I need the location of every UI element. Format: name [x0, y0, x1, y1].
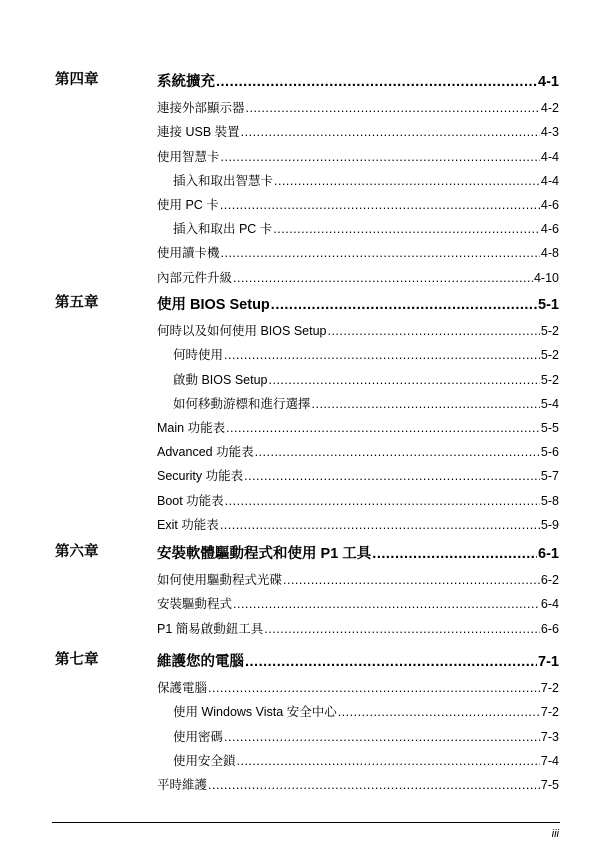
entry-title: 使用 PC 卡	[157, 198, 219, 212]
toc-entry-link[interactable]	[157, 266, 559, 286]
dot-leader	[241, 124, 540, 140]
entry-title: 連接 USB 裝置	[157, 125, 240, 139]
entry-page-number: 6-2	[540, 573, 559, 587]
dot-leader	[225, 493, 540, 509]
toc-entry-link[interactable]	[157, 489, 559, 509]
entry-title: 安裝驅動程式	[157, 597, 233, 611]
dot-leader	[283, 572, 540, 588]
entry-title: 插入和取出智慧卡	[173, 174, 274, 188]
entry-page-number: 7-1	[538, 654, 559, 670]
toc-entry-link[interactable]	[157, 773, 559, 793]
entry-title: 系統擴充	[157, 74, 215, 90]
dot-leader	[245, 654, 537, 670]
dot-leader	[233, 270, 533, 286]
entry-title: 內部元件升級	[157, 271, 233, 285]
dot-leader	[216, 74, 537, 90]
entry-page-number: 4-8	[540, 246, 559, 260]
entry-page-number: 5-8	[540, 494, 559, 508]
entry-title: 安裝軟體驅動程式和使用 P1 工具	[157, 546, 372, 562]
entry-page-number: 4-1	[538, 74, 559, 90]
toc-entry-link[interactable]	[173, 343, 559, 363]
toc-entry-link[interactable]	[173, 169, 559, 189]
dot-leader	[226, 420, 540, 436]
entry-title: 使用讀卡機	[157, 246, 220, 260]
toc-entry-link[interactable]	[157, 676, 559, 696]
toc-entry-link[interactable]	[157, 617, 559, 637]
entry-page-number: 5-4	[540, 397, 559, 411]
entry-title: 使用智慧卡	[157, 150, 220, 164]
toc-entry-link[interactable]	[157, 568, 559, 588]
dot-leader	[224, 347, 540, 363]
entry-page-number: 5-9	[540, 518, 559, 532]
toc-entry-link[interactable]	[173, 217, 559, 237]
entry-page-number: 5-2	[540, 348, 559, 362]
entry-title: 連接外部顯示器	[157, 101, 245, 115]
chapter-label: 第六章	[55, 544, 99, 560]
chapter-title-link[interactable]	[157, 293, 559, 313]
entry-page-number: 4-6	[540, 222, 559, 236]
dot-leader	[274, 173, 540, 189]
entry-page-number: 6-4	[540, 597, 559, 611]
toc-entry-link[interactable]	[157, 416, 559, 436]
entry-page-number: 6-1	[538, 546, 559, 562]
entry-title: 保護電腦	[157, 681, 208, 695]
dot-leader	[244, 468, 540, 484]
entry-page-number: 7-2	[540, 705, 559, 719]
entry-title: P1 簡易啟動鈕工具	[157, 622, 264, 636]
dot-leader	[221, 245, 540, 261]
toc-entry-link[interactable]	[157, 592, 559, 612]
toc-entry-link[interactable]	[173, 700, 559, 720]
entry-title: 使用密碼	[173, 730, 224, 744]
entry-page-number: 5-5	[540, 421, 559, 435]
toc-entry-link[interactable]	[157, 241, 559, 261]
entry-page-number: 6-6	[540, 622, 559, 636]
dot-leader	[224, 729, 540, 745]
toc-entry-link[interactable]	[173, 368, 559, 388]
toc-entry-link[interactable]	[157, 464, 559, 484]
dot-leader	[237, 753, 540, 769]
dot-leader	[268, 372, 539, 388]
entry-page-number: 4-4	[540, 174, 559, 188]
entry-title: 啟動 BIOS Setup	[173, 373, 268, 387]
dot-leader	[327, 323, 539, 339]
entry-title: Main 功能表	[157, 421, 226, 435]
entry-title: 何時使用	[173, 348, 224, 362]
chapter-title-link[interactable]	[157, 542, 559, 562]
toc-entry-link[interactable]	[157, 193, 559, 213]
entry-title: 使用 BIOS Setup	[157, 297, 270, 313]
entry-page-number: 4-10	[533, 271, 559, 285]
entry-title: 使用安全鎖	[173, 754, 236, 768]
entry-page-number: 7-5	[540, 778, 559, 792]
dot-leader	[312, 396, 540, 412]
dot-leader	[273, 221, 540, 237]
entry-page-number: 5-7	[540, 469, 559, 483]
dot-leader	[208, 777, 540, 793]
toc-entry-link[interactable]	[173, 725, 559, 745]
entry-title: 平時維護	[157, 778, 208, 792]
toc-entry-link[interactable]	[157, 513, 559, 533]
entry-page-number: 4-3	[540, 125, 559, 139]
entry-page-number: 4-2	[540, 101, 559, 115]
dot-leader	[233, 596, 540, 612]
entry-title: 使用 Windows Vista 安全中心	[173, 705, 337, 719]
entry-page-number: 5-1	[538, 297, 559, 313]
dot-leader	[338, 704, 540, 720]
entry-title: Security 功能表	[157, 469, 244, 483]
chapter-title-link[interactable]	[157, 650, 559, 670]
toc-entry-link[interactable]	[157, 145, 559, 165]
entry-title: 如何使用驅動程式光碟	[157, 573, 283, 587]
dot-leader	[264, 621, 540, 637]
entry-page-number: 7-2	[540, 681, 559, 695]
toc-entry-link[interactable]	[173, 749, 559, 769]
entry-page-number: 4-6	[540, 198, 559, 212]
entry-page-number: 7-3	[540, 730, 559, 744]
toc-entry-link[interactable]	[157, 96, 559, 116]
dot-leader	[372, 546, 537, 562]
footer-rule	[52, 822, 560, 823]
entry-page-number: 5-2	[540, 324, 559, 338]
entry-page-number: 4-4	[540, 150, 559, 164]
dot-leader	[246, 100, 540, 116]
dot-leader	[220, 197, 540, 213]
footer-page-number: iii	[551, 828, 559, 840]
toc-entry-link[interactable]	[157, 319, 559, 339]
dot-leader	[208, 680, 540, 696]
chapter-label: 第五章	[55, 295, 99, 311]
chapter-title-link[interactable]	[157, 70, 559, 90]
toc-entry-link[interactable]	[157, 120, 559, 140]
entry-page-number: 5-6	[540, 445, 559, 459]
entry-title: Boot 功能表	[157, 494, 224, 508]
chapter-label: 第七章	[55, 652, 99, 668]
entry-title: 何時以及如何使用 BIOS Setup	[157, 324, 327, 338]
dot-leader	[220, 517, 540, 533]
toc-entry-link[interactable]	[173, 392, 559, 412]
entry-page-number: 5-2	[540, 373, 559, 387]
dot-leader	[271, 297, 537, 313]
dot-leader	[255, 444, 540, 460]
entry-title: Exit 功能表	[157, 518, 219, 532]
entry-title: Advanced 功能表	[157, 445, 254, 459]
entry-title: 如何移動游標和進行選擇	[173, 397, 311, 411]
toc-entry-link[interactable]	[157, 440, 559, 460]
chapter-label: 第四章	[55, 72, 99, 88]
entry-page-number: 7-4	[540, 754, 559, 768]
dot-leader	[221, 149, 540, 165]
entry-title: 插入和取出 PC 卡	[173, 222, 273, 236]
entry-title: 維護您的電腦	[157, 654, 244, 670]
